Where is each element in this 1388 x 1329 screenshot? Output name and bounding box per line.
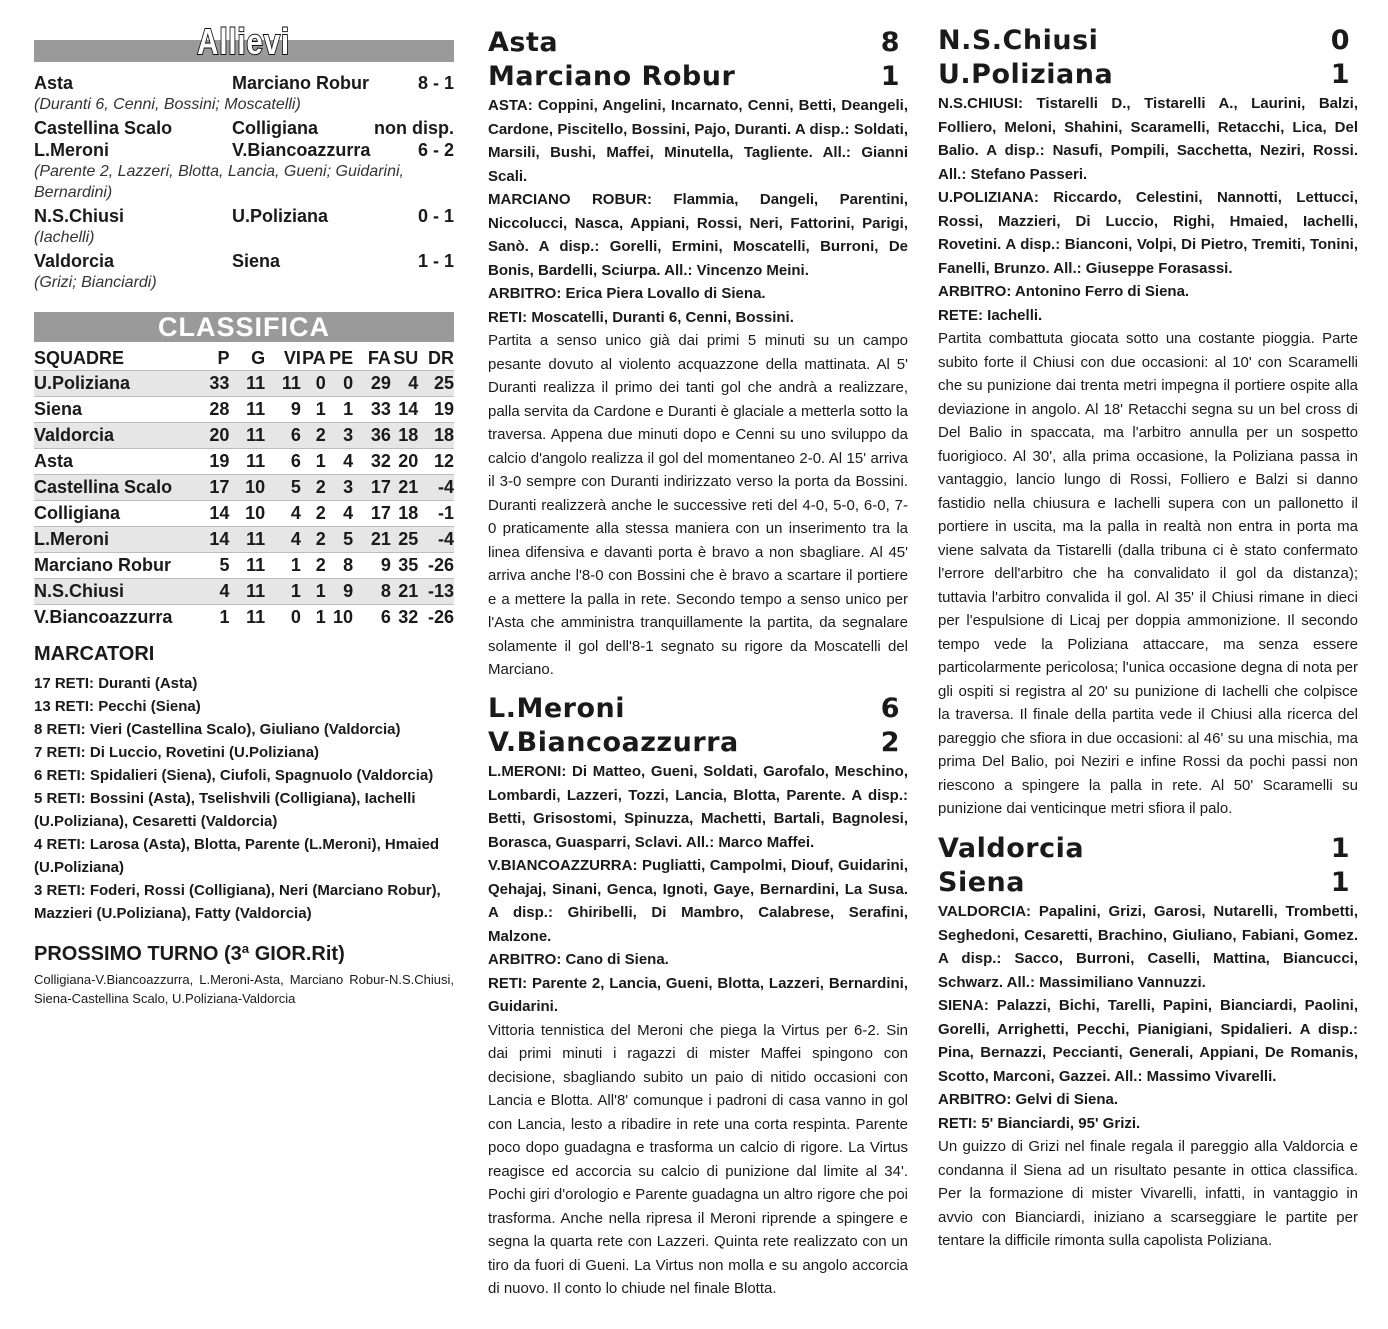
standings-row — [34, 475, 454, 501]
standings-value-cell: 11 — [229, 423, 265, 449]
match-away-line — [488, 60, 908, 94]
standings-value-cell: 5 — [265, 475, 301, 501]
result-score: non disp. — [374, 118, 454, 138]
standings-value-cell: 4 — [326, 449, 353, 475]
standings-row — [34, 371, 454, 397]
standings-value-cell: 1 — [301, 579, 326, 605]
result-home: N.S.Chiusi — [34, 206, 125, 226]
standings-value-cell: 11 — [229, 527, 265, 553]
match-report-text: Un guizzo di Grizi nel finale regala il pareggio alla Valdorcia e condanna il Siena ad un risultato pesante in ottica classifica. Per la formazione di mister Vivarelli, infatti, in vantaggio in avvio con Bianciardi, iniziano a scarseggiare le partite per tentare la difficile rimonta sulla capolista Poliziana. — [938, 1138, 1358, 1249]
standings-value-cell: 25 — [391, 527, 418, 553]
standings-value-cell: 1 — [192, 605, 230, 631]
standings-row — [34, 449, 454, 475]
home-lineup: L.MERONI: Di Matteo, Gueni, Soldati, Garofalo, Meschino, Lombardi, Lazzeri, Tozzi, Lancia, Blotta, Parente. A disp.: Betti, Grisostomi, Spinuzza, Machetti, Bartali, Bagnolesi, Borasca, Guasparri, Sclavi. All.: Marco Maffei. — [488, 763, 908, 851]
match-home-team: Asta — [488, 27, 559, 58]
result-home: Castellina Scalo — [34, 118, 173, 138]
scorer-line — [34, 833, 454, 879]
standings-value-cell: -4 — [418, 475, 454, 501]
match-home-team: N.S.Chiusi — [938, 25, 1099, 56]
match-home-line — [488, 26, 908, 60]
scorer-names: Vieri (Castellina Scalo), Giuliano (Valdorcia) — [89, 721, 401, 738]
match-away-line — [938, 58, 1358, 92]
match-home-line — [938, 832, 1358, 866]
scorer-goal-count: 4 RETI: — [34, 836, 86, 853]
standings-value-cell: 11 — [229, 579, 265, 605]
result-row — [34, 205, 454, 227]
standings-value-cell: 10 — [326, 605, 353, 631]
standings-team-cell: L.Meroni — [34, 527, 192, 553]
standings-header-cell: FA — [367, 347, 391, 368]
match-away-team: U.Poliziana — [938, 59, 1114, 90]
standings-value-cell: 21 — [391, 475, 418, 501]
home-lineup: VALDORCIA: Papalini, Grizi, Garosi, Nutarelli, Trombetti, Seghedoni, Cesaretti, Brachino, Giuliano, Fabiani, Gomez. A disp.: Sacco, Burroni, Caselli, Mattina, Biancucci, Schwarz. All.: Massimiliano Vannuzzi. — [938, 903, 1358, 991]
section-title: Allievi — [197, 21, 291, 62]
standings-value-cell: 2 — [301, 527, 326, 553]
standings-header-cell: SQUADRE — [34, 347, 125, 368]
away-lineup: SIENA: Palazzi, Bichi, Tarelli, Papini, Bianciardi, Paolini, Gorelli, Arrighetti, Pecchi, Pianigiani, Spidalieri. A disp.: Pina, Bernazzi, Peccianti, Generali, Appiani, De Romanis, Scotto, Marconi, Gazzei. All.: Massimo Vivarelli. — [938, 997, 1358, 1085]
standings-value-cell: 11 — [229, 449, 265, 475]
match-home-score: 8 — [880, 27, 900, 58]
scorer-names: Bossini (Asta), Tselishvili (Colligiana), Iachelli (U.Poliziana), Cesaretti (Valdorcia) — [34, 790, 416, 830]
match-report-text: Partita a senso unico già dai primi 5 minuti su un campo pesante dovuto al violento acquazzone della mattinata. Al 5' Duranti realizza il primo dei tanti gol che andrà a realizzare, palla servita da Cardone e Duranti è glaciale a metterla sotto la traversa. Appena due minuti dopo e Cenni su uno sviluppo da calcio d'angolo realizza il gol del momentaneo 2-0. Al 15' arriva il 3-0 sempre con Duranti indirizzato verso la porta da Bossini. Duranti realizzerà anche le successive reti del 4-0, 5-0, 6-0, 7-0 praticamente alla stessa maniera con un inserimento tra la linea difensiva e davanti porta è bravo a non sbagliare. Al 45' arriva anche l'8-0 con Bossini che è bravo a scartare il portiere e a mettere la palla in rete. Secondo tempo a senso unico per l'Asta che amministra tranquillamente la partita, da segnalare solamente il gol dell'8-1 segnato su rigore da Moscatelli del Marciano. — [488, 332, 908, 678]
standings-row — [34, 397, 454, 423]
standings-header-cell: P — [217, 347, 230, 368]
standings-header-row — [34, 346, 454, 371]
result-home: Asta — [34, 73, 74, 93]
standings-value-cell: 5 — [192, 553, 230, 579]
standings-row — [34, 579, 454, 605]
standings-table — [34, 346, 454, 630]
standings-value-cell: 1 — [326, 397, 353, 423]
standings-row — [34, 423, 454, 449]
result-score: 8 - 1 — [417, 73, 454, 93]
standings-team-cell: Colligiana — [34, 501, 192, 527]
standings-row — [34, 527, 454, 553]
standings-team-cell: U.Poliziana — [34, 371, 192, 397]
standings-value-cell: 10 — [229, 501, 265, 527]
scorer-line — [34, 741, 454, 764]
standings-value-cell: 1 — [301, 605, 326, 631]
standings-value-cell: 4 — [192, 579, 230, 605]
scorer-line — [34, 718, 454, 741]
standings-value-cell: 4 — [391, 371, 418, 397]
result-scorers: (Parente 2, Lazzeri, Blotta, Lancia, Gueni; Guidarini, Bernardini) — [34, 163, 404, 201]
scorer-line — [34, 695, 454, 718]
match-away-line — [938, 866, 1358, 900]
match-away-team: Siena — [938, 867, 1025, 898]
standings-value-cell: 33 — [192, 371, 230, 397]
goals: RETI: 5' Bianciardi, 95' Grizi. — [938, 1114, 1141, 1132]
match-report-text: Vittoria tennistica del Meroni che piega la Virtus per 6-2. Sin dai primi minuti i ragazzi di mister Maffei spingono con decisione, sbagliando subito un paio di nitido occasioni con Lancia e Blotta. All'8' comunque i padroni di casa vanno in gol con Lancia, lesto a ribadire in rete una corta respinta. Parente poco dopo guadagna e trasforma un calcio di rigore. La Virtus reagisce ed accorcia su calcio di punizione dal limite al 34'. Pochi giri d'orologio e Parente guadagna un altro rigore che poi trasforma. Anche nella ripresa il Meroni riprende a spingere e segna la quarta rete con Lazzeri. Quinta rete realizzato con un tiro da fuori di Gueni. La Virtus non molla e su angolo accorcia di nuovo. Il conto lo chiude nel finale Blotta. — [488, 1021, 908, 1297]
standings-header-cell: SU — [393, 347, 419, 368]
result-scorers: (Duranti 6, Cenni, Bossini; Moscatelli) — [34, 96, 301, 113]
match-away-score: 2 — [880, 727, 900, 758]
away-lineup: V.BIANCOAZZURRA: Pugliatti, Campolmi, Diouf, Guidarini, Qehajaj, Sinani, Genca, Ignoti, Gaye, Bernardini, La Susa. A disp.: Ghiribelli, Di Mambro, Calabrese, Serafini, Malzone. — [488, 857, 908, 945]
standings-value-cell: 10 — [229, 475, 265, 501]
match-home-score: 1 — [1330, 833, 1350, 864]
standings-value-cell: 2 — [301, 475, 326, 501]
standings-value-cell: 18 — [391, 501, 418, 527]
standings-value-cell: 3 — [326, 423, 353, 449]
match-home-score: 6 — [880, 693, 900, 724]
result-score: 6 - 2 — [417, 140, 454, 160]
marcatori-list — [34, 672, 454, 925]
standings-team-cell: N.S.Chiusi — [34, 579, 192, 605]
scorer-line — [34, 787, 454, 833]
result-score: 1 - 1 — [417, 251, 454, 271]
match-home-line — [488, 692, 908, 726]
standings-team-cell: Asta — [34, 449, 192, 475]
standings-value-cell: 11 — [265, 371, 301, 397]
standings-value-cell: 12 — [418, 449, 454, 475]
standings-value-cell: 3 — [326, 475, 353, 501]
scorer-goal-count: 3 RETI: — [34, 882, 86, 899]
standings-value-cell: 14 — [391, 397, 418, 423]
standings-value-cell: 21 — [391, 579, 418, 605]
standings-value-cell: 18 — [391, 423, 418, 449]
referee: ARBITRO: Cano di Siena. — [488, 951, 669, 968]
prossimo-turno-text: Colligiana-V.Biancoazzurra, L.Meroni-Asta, Marciano Robur-N.S.Chiusi, Siena-Castellina Scalo, U.Poliziana-Valdorcia — [34, 972, 454, 1006]
match-report — [488, 692, 908, 1301]
scorer-goal-count: 8 RETI: — [34, 721, 86, 738]
standings-row — [34, 553, 454, 579]
standings-value-cell: 11 — [229, 553, 265, 579]
result-away: U.Poliziana — [232, 206, 329, 226]
standings-value-cell: 8 — [353, 579, 391, 605]
scorer-goal-count: 17 RETI: — [34, 675, 95, 692]
result-row — [34, 139, 454, 161]
standings-value-cell: 32 — [391, 605, 418, 631]
standings-value-cell: 19 — [192, 449, 230, 475]
standings-value-cell: 11 — [229, 371, 265, 397]
match-report — [938, 832, 1358, 1253]
standings-value-cell: 18 — [418, 423, 454, 449]
standings-value-cell: 35 — [391, 553, 418, 579]
standings-team-cell: Valdorcia — [34, 423, 192, 449]
match-away-score: 1 — [880, 61, 900, 92]
standings-row — [34, 605, 454, 631]
standings-value-cell: 0 — [265, 605, 301, 631]
match-home-score: 0 — [1330, 25, 1350, 56]
match-away-score: 1 — [1330, 867, 1350, 898]
result-away: Siena — [232, 251, 281, 271]
standings-value-cell: 9 — [265, 397, 301, 423]
standings-value-cell: 6 — [265, 449, 301, 475]
prossimo-turno-section — [34, 942, 454, 1008]
standings-value-cell: 20 — [192, 423, 230, 449]
scorer-names: Di Luccio, Rovetini (U.Poliziana) — [89, 744, 320, 761]
standings-value-cell: 2 — [301, 553, 326, 579]
home-lineup: ASTA: Coppini, Angelini, Incarnato, Cenni, Betti, Deangeli, Cardone, Piscitello, Bossini, Pajo, Duranti. A disp.: Soldati, Marsili, Bushi, Maffei, Minutella, Tagliente. All.: Gianni Scali. — [488, 97, 908, 185]
standings-value-cell: 11 — [229, 397, 265, 423]
standings-value-cell: 11 — [229, 605, 265, 631]
standings-value-cell: -13 — [418, 579, 454, 605]
standings-title: CLASSIFICA — [34, 312, 454, 342]
prossimo-turno-title: PROSSIMO TURNO (3ª GIOR.Rit) — [34, 943, 345, 965]
standings-value-cell: 2 — [301, 501, 326, 527]
goals: RETE: Iachelli. — [938, 306, 1043, 324]
standings-value-cell: 0 — [301, 371, 326, 397]
match-away-line — [488, 726, 908, 760]
result-row — [34, 250, 454, 272]
scorer-names: Foderi, Rossi (Colligiana), Neri (Marciano Robur), Mazzieri (U.Poliziana), Fatty (Valdorcia) — [34, 882, 441, 922]
marcatori-title: MARCATORI — [34, 643, 155, 665]
result-away: V.Biancoazzurra — [232, 140, 371, 160]
standings-value-cell: 17 — [353, 501, 391, 527]
scorer-line — [34, 879, 454, 925]
standings-team-cell: Marciano Robur — [34, 553, 192, 579]
standings-value-cell: 8 — [326, 553, 353, 579]
standings-value-cell: 9 — [326, 579, 353, 605]
standings-value-cell: 32 — [353, 449, 391, 475]
standings-header-cell: VI — [283, 347, 301, 368]
standings-value-cell: 20 — [391, 449, 418, 475]
match-home-line — [938, 24, 1358, 58]
scorer-line — [34, 672, 454, 695]
scorer-goal-count: 13 RETI: — [34, 698, 95, 715]
scorer-names: Duranti (Asta) — [98, 675, 198, 692]
standings-value-cell: 21 — [353, 527, 391, 553]
match-home-team: L.Meroni — [488, 693, 625, 724]
standings-row — [34, 501, 454, 527]
scorer-goal-count: 7 RETI: — [34, 744, 86, 761]
standings-value-cell: 17 — [192, 475, 230, 501]
standings-value-cell: 2 — [301, 423, 326, 449]
result-scorers: (Iachelli) — [34, 229, 95, 246]
home-lineup: N.S.CHIUSI: Tistarelli D., Tistarelli A., Laurini, Balzi, Folliero, Meloni, Shahini, Scaramelli, Retacchi, Lica, Del Balio. A disp.: Nasufi, Pompili, Sacchetta, Neziri, Rossi. All.: Stefano Passeri. — [938, 95, 1358, 183]
standings-value-cell: 28 — [192, 397, 230, 423]
standings-value-cell: 29 — [353, 371, 391, 397]
standings-value-cell: 33 — [353, 397, 391, 423]
standings-value-cell: 4 — [265, 527, 301, 553]
standings-value-cell: 6 — [265, 423, 301, 449]
match-report — [488, 26, 908, 682]
marcatori-section — [34, 642, 454, 925]
standings-value-cell: -26 — [418, 605, 454, 631]
result-away: Colligiana — [232, 118, 319, 138]
standings-value-cell: 14 — [192, 501, 230, 527]
standings-team-cell: Siena — [34, 397, 192, 423]
scorer-goal-count: 6 RETI: — [34, 767, 86, 784]
away-lineup: MARCIANO ROBUR: Flammia, Dangeli, Parentini, Niccolucci, Nasca, Appiani, Rossi, Neri, Fattorini, Parigi, Sanò. A disp.: Gorelli, Ermini, Moscatelli, Burroni, De Bonis, Bardelli, Sciurpa. All.: Vincenzo Meini. — [488, 191, 908, 279]
referee: ARBITRO: Antonino Ferro di Siena. — [938, 283, 1190, 300]
standings-value-cell: 19 — [418, 397, 454, 423]
away-lineup: U.POLIZIANA: Riccardo, Celestini, Nannotti, Lettucci, Rossi, Mazzieri, Di Luccio, Righi, Hmaied, Iachelli, Rovetini. A disp.: Bianconi, Volpi, Di Pietro, Tremiti, Tonini, Fanelli, Brunzo. All.: Giuseppe Forasassi. — [938, 189, 1358, 277]
standings-team-cell: Castellina Scalo — [34, 475, 192, 501]
results-list — [34, 72, 454, 295]
result-away: Marciano Robur — [232, 73, 370, 93]
result-row — [34, 72, 454, 94]
match-home-team: Valdorcia — [938, 833, 1085, 864]
result-home: L.Meroni — [34, 140, 109, 160]
scorer-names: Larosa (Asta), Blotta, Parente (L.Meroni), Hmaied (U.Poliziana) — [34, 836, 440, 876]
match-report — [938, 24, 1358, 821]
goals: RETI: Moscatelli, Duranti 6, Cenni, Bossini. — [488, 308, 794, 326]
standings-value-cell: -26 — [418, 553, 454, 579]
scorer-names: Pecchi (Siena) — [98, 698, 201, 715]
standings-value-cell: 1 — [301, 449, 326, 475]
standings-header-cell: PA — [302, 347, 326, 368]
standings-value-cell: 6 — [353, 605, 391, 631]
result-home: Valdorcia — [34, 251, 115, 271]
goals: RETI: Parente 2, Lancia, Gueni, Blotta, Lazzeri, Bernardini, Guidarini. — [488, 974, 908, 1015]
standings-team-cell: V.Biancoazzurra — [34, 605, 192, 631]
standings-value-cell: 5 — [326, 527, 353, 553]
standings-value-cell: 4 — [265, 501, 301, 527]
standings-value-cell: 9 — [353, 553, 391, 579]
match-report-text: Partita combattuta giocata sotto una costante pioggia. Parte subito forte il Chiusi con due occasioni: al 10' con Scaramelli che su punizione dai trenta metri impegna il portiere ospite alla deviazione in angolo. Al 18' Retacchi segna su un bel cross di Del Balio in spaccata, ma l'arbitro annulla per un sospetto fuorigioco. Al 30', alla prima occasione, la Poliziana passa in vantaggio, lancio lungo di Rossi, Folliero e Balzi si danno fastidio nella chiusura e Iachelli supera con un pallonetto il portiere in uscita, ma la palla in realtà non entra in porta ma viene salvata da Tistarelli (dalla tribuna ci è stato confermato l'errore dell'arbitro che ha convalidato il gol da distanza); tuttavia l'arbitro convalida il gol. Al 35' il Chiusi rimane in dieci per l'espulsione di Licaj per doppia ammonizione. Il secondo tempo vede la Poliziana attaccare, ma senza essere particolarmente pericolosa; l'unica occasione degna di nota per gli ospiti si registra al 20' su punizione di Iachelli che colpisce la traversa. Il finale della partita vede il Chiusi alla ricerca del pareggio che sfiora in due occasioni: al 46' su una mischia, ma prima Del Balio, poi Neziri e infine Rossi da pochi passi non riescono a spingere la palla in rete. Al 50' Scaramelli su punizione dai venticinque metri sfiora il palo. — [938, 330, 1358, 817]
match-away-team: Marciano Robur — [488, 61, 736, 92]
standings-header-cell: G — [251, 347, 266, 368]
standings-value-cell: 1 — [265, 579, 301, 605]
standings-value-cell: 4 — [326, 501, 353, 527]
scorer-goal-count: 5 RETI: — [34, 790, 86, 807]
standings-value-cell: 25 — [418, 371, 454, 397]
standings-value-cell: -1 — [418, 501, 454, 527]
standings-header-cell: DR — [428, 347, 454, 368]
standings-value-cell: 36 — [353, 423, 391, 449]
standings-value-cell: 1 — [265, 553, 301, 579]
result-row — [34, 117, 454, 139]
scorer-names: Spidalieri (Siena), Ciufoli, Spagnuolo (Valdorcia) — [89, 767, 434, 784]
result-scorers: (Grizi; Bianciardi) — [34, 274, 157, 291]
standings-value-cell: -4 — [418, 527, 454, 553]
result-score: 0 - 1 — [417, 206, 454, 226]
standings-value-cell: 1 — [301, 397, 326, 423]
match-away-team: V.Biancoazzurra — [488, 727, 739, 758]
scorer-line — [34, 764, 454, 787]
referee: ARBITRO: Gelvi di Siena. — [938, 1091, 1119, 1108]
standings-value-cell: 14 — [192, 527, 230, 553]
standings-header-cell: PE — [329, 347, 354, 368]
standings-value-cell: 0 — [326, 371, 353, 397]
match-away-score: 1 — [1330, 59, 1350, 90]
referee: ARBITRO: Erica Piera Lovallo di Siena. — [488, 285, 766, 302]
standings-value-cell: 17 — [353, 475, 391, 501]
